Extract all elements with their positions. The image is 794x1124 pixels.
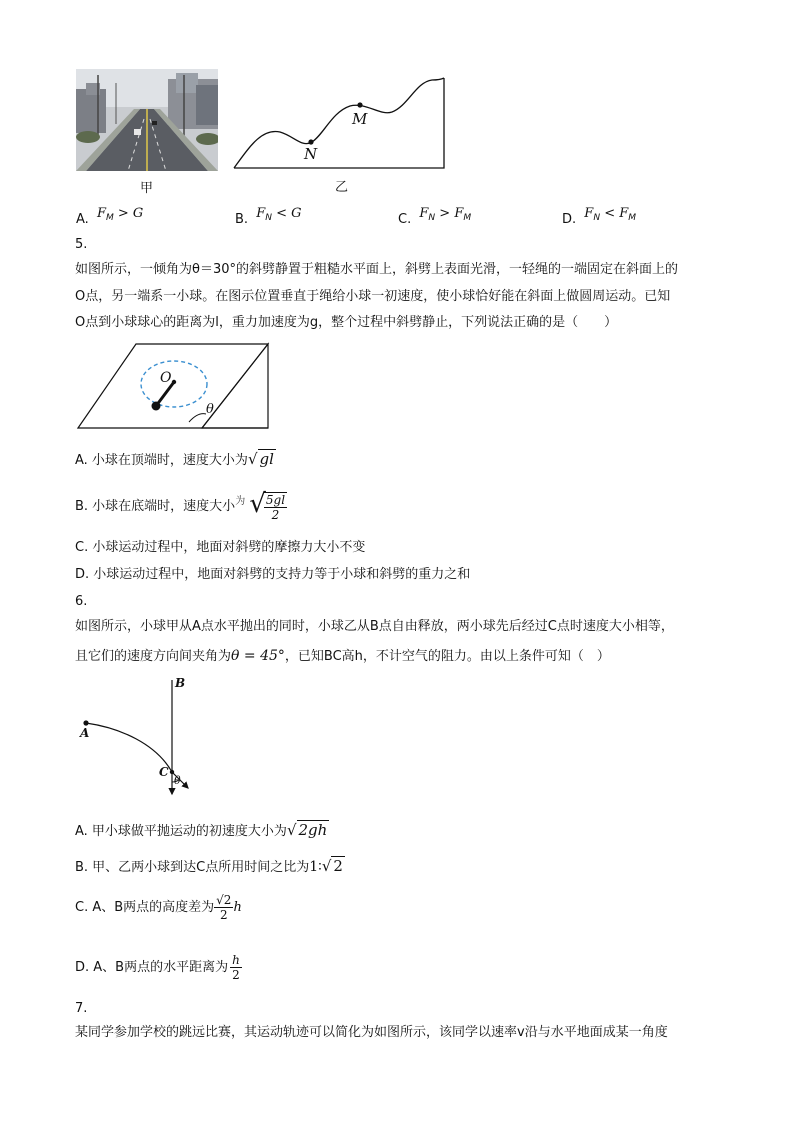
road-photo bbox=[76, 69, 218, 171]
q4-option-c[interactable]: C. $F_N > F_M$ bbox=[398, 206, 472, 227]
q6-option-d[interactable]: D. A、B两点的水平距离为 $\frac{h}{2}$ bbox=[75, 953, 240, 982]
q6-option-b[interactable]: B. 甲、乙两小球到达C点所用时间之比为1∶√ 2 bbox=[75, 857, 343, 875]
q4-option-d[interactable]: D. $F_N < F_M$ bbox=[562, 206, 637, 227]
fig-point-C: C bbox=[159, 765, 169, 779]
q6-option-c[interactable]: C. A、B两点的高度差为 $\frac{√2}{2}$ h bbox=[75, 893, 242, 922]
track-figure bbox=[232, 76, 446, 172]
track-caption: 乙 bbox=[335, 180, 349, 195]
q5-option-d[interactable]: D. 小球运动过程中，地面对斜劈的支持力等于小球和斜劈的重力之和 bbox=[75, 567, 471, 582]
q6-number: 6. bbox=[75, 594, 88, 609]
q7-number: 7. bbox=[75, 1001, 88, 1016]
q4-option-a[interactable]: A. $F_M > G$ bbox=[76, 206, 144, 227]
q5-stem-line-2: O点，另一端系一小球。在图示位置垂直于绳给小球一初速度，使小球恰好能在斜面上做圆周运动。已知 bbox=[75, 289, 671, 304]
q6-option-a[interactable]: A. 甲小球做平抛运动的初速度大小为√ 2gh bbox=[75, 821, 328, 839]
fig-point-B: B bbox=[175, 676, 186, 690]
q7-stem-line-1: 某同学参加学校的跳远比赛，其运动轨迹可以简化为如图所示，该同学以速率v沿与水平地面成某一角度 bbox=[75, 1025, 668, 1040]
q5-stem-line-3: O点到小球球心的距离为l，重力加速度为g，整个过程中斜劈静止，下列说法正确的是（ ） bbox=[75, 315, 618, 330]
q5-stem-line-1: 如图所示，一倾角为θ＝30°的斜劈静置于粗糙水平面上，斜劈上表面光滑，一轻绳的一端固定在斜面上的 bbox=[75, 262, 678, 277]
fig-theta: θ bbox=[174, 774, 181, 787]
wedge-theta-label: θ bbox=[206, 402, 214, 417]
q6-stem-line-2: 且它们的速度方向间夹角为θ = 45°，已知BC高h，不计空气的阻力。由以上条件可知（ ） bbox=[75, 648, 610, 664]
wedge-figure bbox=[76, 342, 270, 430]
fig-point-A: A bbox=[80, 726, 90, 740]
q5-number: 5. bbox=[75, 237, 88, 252]
point-N-label: N bbox=[304, 145, 318, 163]
q6-stem-line-1: 如图所示，小球甲从A点水平抛出的同时，小球乙从B点自由释放，两小球先后经过C点时速度大小相等， bbox=[75, 619, 674, 634]
wedge-O-label: O bbox=[160, 370, 172, 386]
point-M-label: M bbox=[352, 110, 368, 128]
photo-caption: 甲 bbox=[140, 181, 154, 196]
projectile-figure bbox=[76, 676, 200, 802]
q5-option-b[interactable]: B. 小球在底端时，速度大小$^为$ √ $\frac{5gl}{2}$ bbox=[75, 489, 286, 522]
q4-option-b[interactable]: B. $F_N < G$ bbox=[235, 206, 302, 227]
q5-option-a[interactable]: A. 小球在顶端时，速度大小为√ gl bbox=[75, 450, 274, 468]
q5-option-c[interactable]: C. 小球运动过程中，地面对斜劈的摩擦力大小不变 bbox=[75, 540, 366, 555]
